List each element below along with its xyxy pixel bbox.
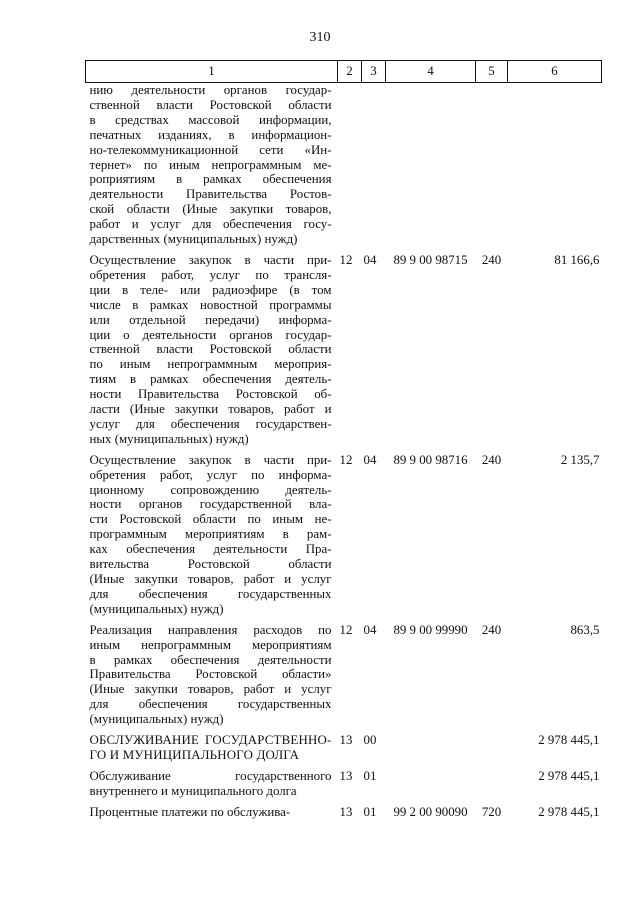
table-row — [86, 617, 602, 727]
description-line: печатных изданиях, в информацион- — [89, 127, 332, 142]
row-description — [86, 727, 338, 763]
subsection-code: 01 — [363, 804, 377, 819]
subsection-code: 04 — [363, 252, 377, 267]
table-row — [86, 799, 602, 820]
row-description — [86, 447, 338, 617]
description-line: по иным непрограммным мероприя- — [89, 357, 332, 372]
table-row — [86, 447, 602, 617]
amount-value: 81 166,6 — [554, 252, 600, 267]
column-header: 3 — [362, 61, 386, 83]
description-line: дарственных (муниципальных) нужд) — [89, 232, 298, 247]
subsection-code: 01 — [363, 768, 377, 783]
section-code: 12 — [339, 452, 353, 467]
expense-type-code: 720 — [481, 804, 502, 819]
description-line: ции в теле- или радиоэфире (в том — [89, 282, 332, 297]
description-line: обретения работ, услуг по трансля- — [89, 267, 332, 282]
description-line: ОБСЛУЖИВАНИЕ ГОСУДАРСТВЕННО- — [89, 733, 332, 748]
description-line: ции о деятельности органов государ- — [89, 327, 332, 342]
description-line: числе в рамках новостной программы — [89, 297, 332, 312]
column-header: 4 — [386, 61, 476, 83]
target-article-code: 89 9 00 99990 — [393, 622, 468, 637]
description-line: но-телекоммуникационной сети «Ин- — [89, 142, 332, 157]
description-line: деятельности Правительства Ростов- — [89, 187, 332, 202]
amount-value: 863,5 — [570, 622, 600, 637]
description-line: Процентные платежи по обслужива- — [89, 804, 291, 819]
description-line: для обеспечения государственных — [89, 697, 332, 712]
target-article-code — [386, 763, 476, 799]
subsection-code: 00 — [363, 733, 377, 748]
expense-type-code: 240 — [481, 622, 502, 637]
table-header-row — [86, 61, 602, 83]
target-article-code: 89 9 00 98715 — [393, 252, 468, 267]
description-line: (Иные закупки товаров, работ и услуг — [89, 682, 332, 697]
expense-type-code: 240 — [481, 452, 502, 467]
description-line: вительства Ростовской области — [89, 557, 332, 572]
description-line: ности Правительства Ростовской об- — [89, 387, 332, 402]
description-line: ской области (Иные закупки товаров, — [89, 202, 332, 217]
table-row — [86, 247, 602, 447]
description-line: тиям в рамках обеспечения деятель- — [89, 372, 332, 387]
page-number: 310 — [309, 30, 331, 45]
description-line: для обеспечения государственных — [89, 586, 332, 601]
subsection-code — [362, 83, 386, 247]
target-article-code — [386, 727, 476, 763]
target-article-code — [386, 83, 476, 247]
target-article-code: 99 2 00 90090 — [393, 804, 468, 819]
column-header: 1 — [86, 61, 338, 83]
table-row — [86, 763, 602, 799]
description-line: ственной власти Ростовской области — [89, 342, 332, 357]
subsection-code: 04 — [363, 452, 377, 467]
description-line: ционному сопровождению деятель- — [89, 482, 332, 497]
description-line: работ и услуг для обеспечения госу- — [89, 217, 332, 232]
section-code — [338, 83, 362, 247]
table-row — [86, 83, 602, 247]
description-line: (муниципальных) нужд) — [89, 712, 224, 727]
description-line: Осуществление закупок в части при- — [89, 452, 332, 467]
expense-type-code — [476, 763, 508, 799]
description-line: нию деятельности органов государ- — [89, 83, 332, 97]
section-code: 12 — [339, 622, 353, 637]
amount-value: 2 978 445,1 — [538, 768, 600, 783]
budget-table — [85, 60, 602, 820]
row-description — [86, 83, 338, 247]
description-line: (Иные закупки товаров, работ и услуг — [89, 572, 332, 586]
description-line: Осуществление закупок в части при- — [89, 252, 332, 267]
section-code: 13 — [339, 768, 353, 783]
section-code: 12 — [339, 252, 353, 267]
description-line: Правительства Ростовской области» — [89, 667, 332, 682]
column-header: 2 — [338, 61, 362, 83]
description-line: или отдельной передачи) информа- — [89, 312, 332, 327]
description-line: услуг для обеспечения государствен- — [89, 416, 332, 431]
description-line: Обслуживание государственного — [89, 768, 332, 783]
description-line: внутреннего и муниципального долга — [89, 783, 297, 798]
target-article-code: 89 9 00 98716 — [393, 452, 468, 467]
expense-type-code — [476, 83, 508, 247]
column-header: 6 — [508, 61, 602, 83]
row-description — [86, 247, 338, 447]
table-row — [86, 727, 602, 763]
section-code: 13 — [339, 804, 353, 819]
row-description — [86, 799, 338, 820]
expense-type-code — [476, 727, 508, 763]
description-line: ласти (Иные закупки товаров, работ и — [89, 402, 332, 417]
row-description — [86, 617, 338, 727]
description-line: в рамках обеспечения деятельности — [89, 652, 332, 667]
description-line: ных (муниципальных) нужд) — [89, 431, 249, 446]
description-line: в средствах массовой информации, — [89, 112, 332, 127]
description-line: Реализация направления расходов по — [89, 622, 332, 637]
description-line: обретения работ, услуг по информа- — [89, 467, 332, 482]
description-line: сти Ростовской области по иным не- — [89, 512, 332, 527]
description-line: ках обеспечения деятельности Пра- — [89, 542, 332, 557]
section-code: 13 — [339, 733, 353, 748]
amount-value: 2 135,7 — [560, 452, 600, 467]
amount-value — [508, 83, 602, 247]
description-line: роприятиям в рамках обеспечения — [89, 172, 332, 187]
description-line: иным непрограммным мероприятиям — [89, 637, 332, 652]
description-line: ГО И МУНИЦИПАЛЬНОГО ДОЛГА — [89, 747, 300, 762]
subsection-code: 04 — [363, 622, 377, 637]
amount-value: 2 978 445,1 — [538, 804, 600, 819]
amount-value: 2 978 445,1 — [538, 733, 600, 748]
description-line: (муниципальных) нужд) — [89, 601, 224, 616]
column-header: 5 — [476, 61, 508, 83]
table-body — [86, 83, 602, 820]
description-line: ственной власти Ростовской области — [89, 97, 332, 112]
expense-type-code: 240 — [481, 252, 502, 267]
row-description — [86, 763, 338, 799]
description-line: программным мероприятиям в рам- — [89, 527, 332, 542]
description-line: тернет» по иным непрограммным ме- — [89, 157, 332, 172]
description-line: ности органов государственной вла- — [89, 497, 332, 512]
